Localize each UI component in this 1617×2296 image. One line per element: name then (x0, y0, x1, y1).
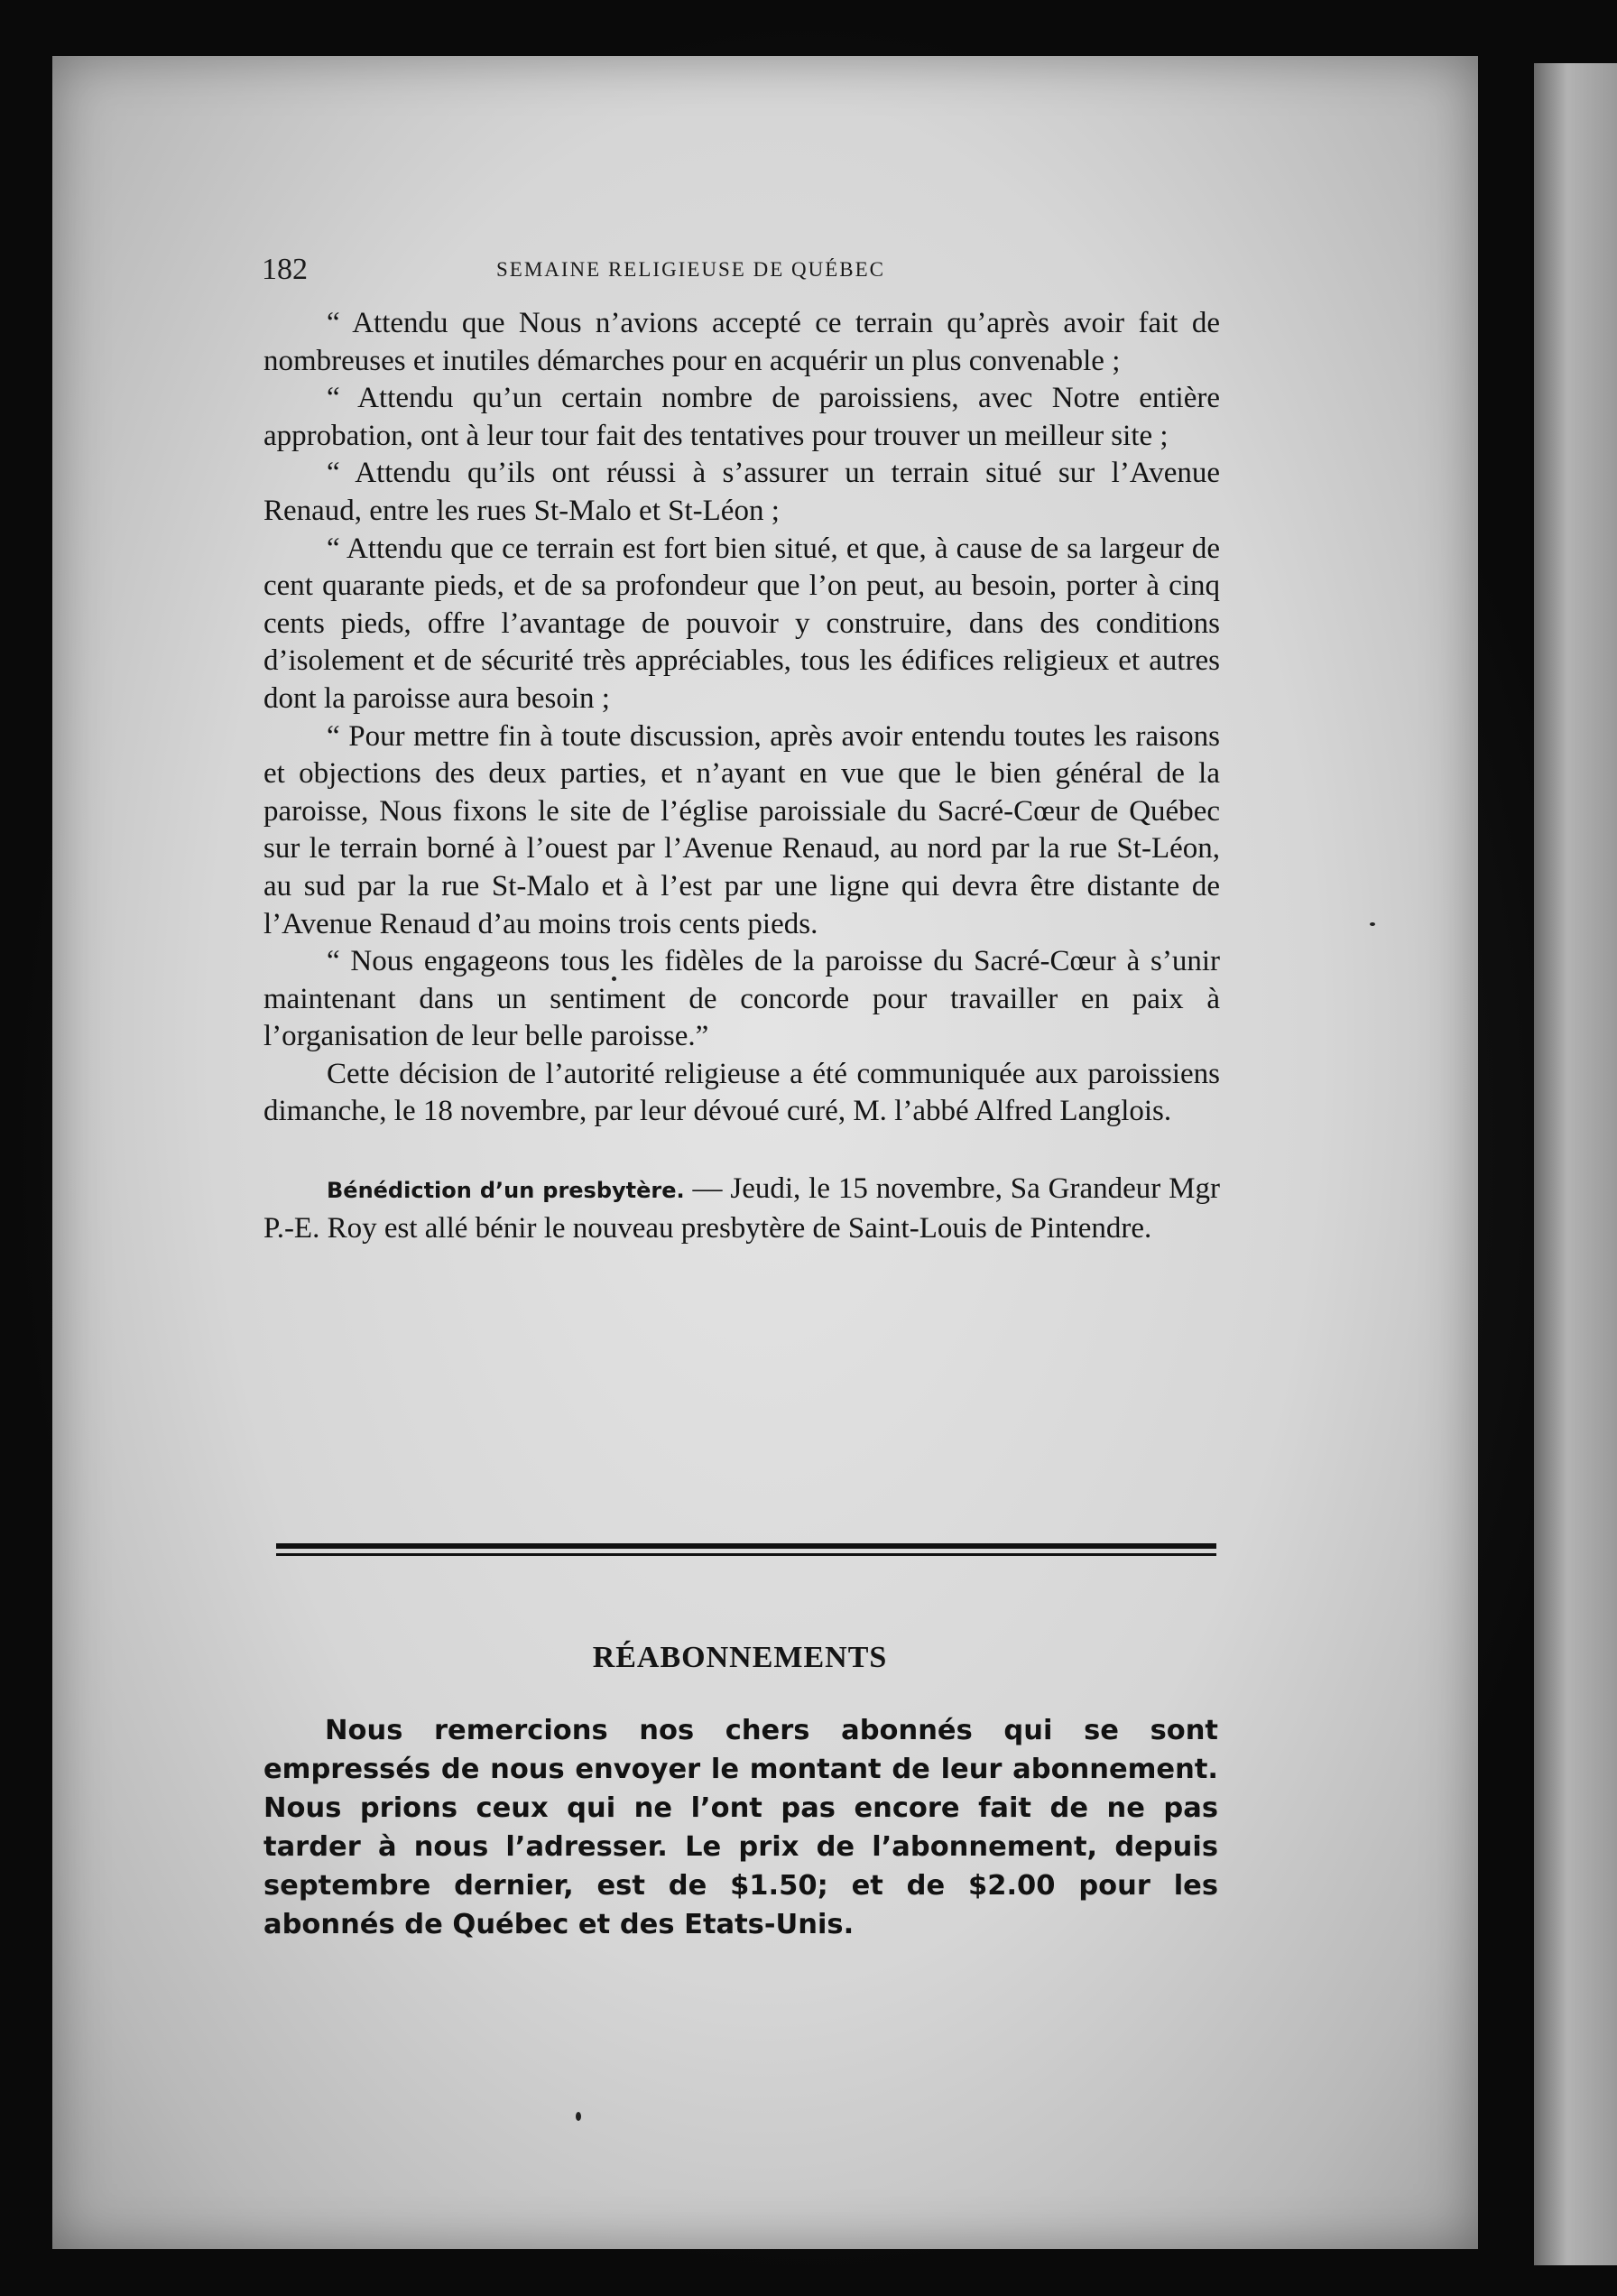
divider-thick-rule (276, 1543, 1216, 1549)
section-heading: RÉABONNEMENTS (592, 1641, 888, 1674)
paragraph: Cette décision de l’autorité religieuse a été communiquée aux paroissiens dimanche, le 18 novembre, par leur dévoué curé, M. l’abbé Alfred Langlois. (263, 1057, 1220, 1128)
subscription-notice: Nous remercions nos chers abonnés qui se sont empressés de nous envoyer le montant de leur abonnement. Nous prions ceux qui ne l’ont pas encore fait de ne pas tarder à nous l’adresser. Le prix de l’abonnement, depuis septembre dernier, est de $1.50; et de $2.00 pour les abonnés de Québec et des Etats-Unis. (263, 1715, 1218, 1940)
paragraph: “ Attendu que ce terrain est fort bien situé, et que, à cause de sa largeur de cent quarante pieds, et de sa profondeur que l’on peut, au besoin, porter à cinq cents pieds, offre l’avantage de pouvoir y construire, dans des conditions d’isolement et de sécurité très appréciables, tous les édifices religieux et autres dont la paroisse aura besoin ; (263, 532, 1220, 715)
section-divider (276, 1543, 1216, 1561)
divider-thin-rule (276, 1553, 1216, 1556)
paragraph: “ Attendu qu’un certain nombre de paroissiens, avec Notre entière approbation, ont à leur tour fait des tentatives pour trouver un meilleur site ; (263, 382, 1220, 452)
article-body (263, 305, 1220, 1247)
paragraph: “ Nous engageons tous les fidèles de la paroisse du Sacré-Cœur à s’unir maintenant dans un sentiment de concorde pour travailler en paix à l’organisation de leur belle paroisse.” (263, 945, 1220, 1053)
dust-speck (1370, 922, 1375, 926)
notice-title: Bénédiction d’un presbytère. (327, 1178, 685, 1204)
paragraph: “ Pour mettre fin à toute discussion, après avoir entendu toutes les raisons et objections des deux parties, et n’ayant en vue que le bien général de la paroisse, Nous fixons le site de l’église paroissiale du Sacré-Cœur de Québec sur le terrain borné à l’ouest par l’Avenue Renaud, au nord par la rue St-Léon, au sud par la rue St-Malo et à l’est par une ligne qui devra être distante de l’Avenue Renaud d’au moins trois cents pieds. (263, 719, 1220, 940)
adjacent-page-edge (1534, 63, 1617, 2265)
page-number: 182 (262, 253, 308, 286)
notice-text: — Jeudi, le 15 novembre, Sa Grandeur Mgr P.-E. Roy est allé bénir le nouveau presbytère de Saint-Louis de Pintendre. (263, 1172, 1220, 1245)
running-title: SEMAINE RELIGIEUSE DE QUÉBEC (496, 258, 885, 281)
page-header (262, 253, 1218, 296)
paragraph: “ Attendu que Nous n’avions accepté ce terrain qu’après avoir fait de nombreuses et inutiles démarches pour en acquérir un plus convenable ; (263, 307, 1220, 377)
news-notice (263, 1171, 1220, 1247)
dust-speck (576, 2112, 581, 2121)
paragraph: “ Attendu qu’ils ont réussi à s’assurer un terrain situé sur l’Avenue Renaud, entre les rues St-Malo et St-Léon ; (263, 457, 1220, 527)
